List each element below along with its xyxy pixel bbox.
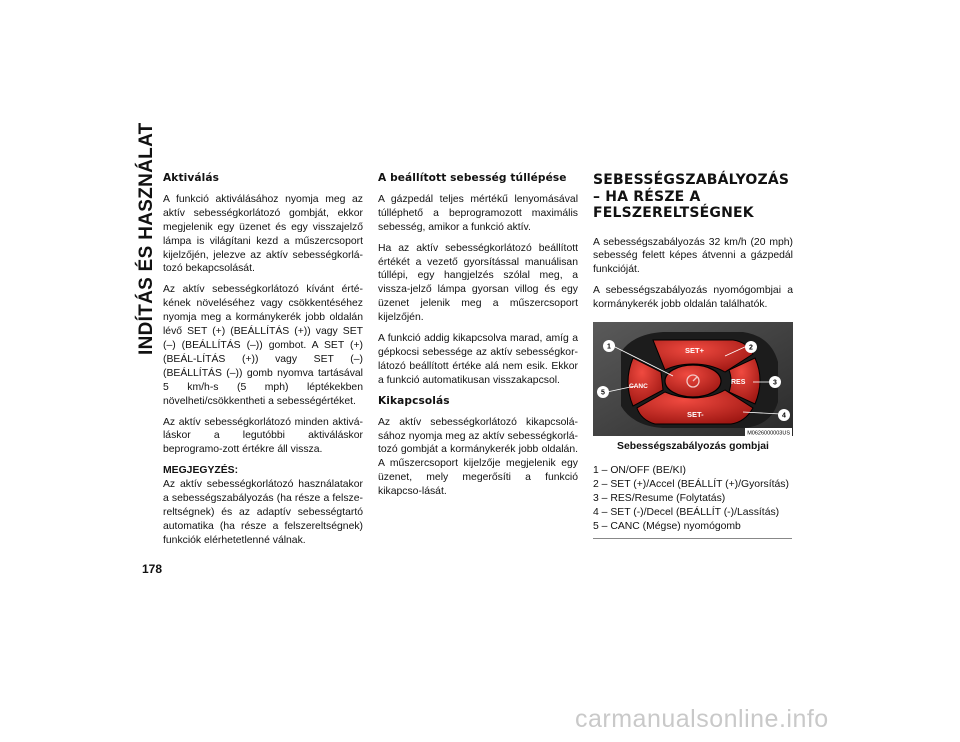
figure-caption: Sebességszabályozás gombjai <box>617 441 769 453</box>
paragraph: Az aktív sebességkorlátozó minden aktivá-láskor a legutóbbi aktiváláskor beprogramo-zott értékre áll vissza. <box>163 416 363 456</box>
res-label: RES <box>731 379 746 387</box>
note-title: MEGJEGYZÉS: <box>163 465 239 477</box>
callout-4-text: 4 <box>782 412 786 420</box>
callout-5-text: 5 <box>601 389 605 397</box>
paragraph: A gázpedál teljes mértékű lenyomásával túlléphető a beprogramozott maximális sebesség, amikor a funkció aktív. <box>378 193 578 233</box>
canc-label: CANC <box>629 383 648 391</box>
callout-2-text: 2 <box>749 344 753 352</box>
section-side-title <box>134 122 160 355</box>
paragraph: A sebességszabályozás nyomógombjai a kormánykerék jobb oldalán találhatók. <box>593 285 793 311</box>
figure-code: M0626000003US <box>747 430 790 437</box>
paragraph: Az aktív sebességkorlátozó kívánt érté-kének növeléséhez vagy csökkentéséhez nyomja meg a kormánykerék jobb oldalán lévő SET (+) (BEÁLLÍTÁS (+)) vagy SET (–) (BEÁLLÍTÁS (–)) gombot. A SET (+) (BEÁL-LÍTÁS (+)) vagy SET (–) (BEÁLLÍTÁS (–)) gomb nyomva tartásával 5 km/h-s (5 mph) léptékekben növelheti/csökkentheti a sebességértéket. <box>163 284 363 407</box>
paragraph: A funkció aktiválásához nyomja meg az aktív sebességkorlátozó gombját, ekkor megjelenik egy üzenet és egy visszajelző lámpa is világítani kezd a műszercsoport kijelzőjén, jelezve az aktív sebességkorlá-tozó bekapcsolását. <box>163 193 363 275</box>
legend-item: 5 – CANC (Mégse) nyomógomb <box>593 520 741 532</box>
callout-1-text: 1 <box>607 343 611 351</box>
heading-deactivation: Kikapcsolás <box>378 394 450 407</box>
paragraph: Ha az aktív sebességkorlátozó beállított értékét a vezető gyorsítással manuálisan túllépi, egy hangjelzés szólal meg, a vissza-jelző lámpa gyorsan villog és egy üzenet jelenik meg a műszercsoport kijelzőjén. <box>378 242 578 324</box>
side-title-text: INDÍTÁS ÉS HASZNÁLAT <box>136 122 157 355</box>
note-text: Az aktív sebességkorlátozó használatakor a sebességszabályozás (ha része a felsze-reltségnek) és az adaptív sebességtartó automatika (ha része a felszereltségnek) funkciók elérhetetlenné válnak. <box>163 479 363 546</box>
watermark: carmanualsonline.info <box>575 705 829 733</box>
callout-3-text: 3 <box>773 379 777 387</box>
column-1 <box>163 172 363 555</box>
heading-activation: Aktiválás <box>163 172 219 184</box>
paragraph: Az aktív sebességkorlátozó kikapcsolá-sához nyomja meg az aktív sebességkorlá-tozó gombját a kormánykerék jobb oldalán. A műszercsoport kijelzője megjelenik egy üzenet, mely megerősíti a funkció kikapcso-lását. <box>378 416 578 498</box>
paragraph: A sebességszabályozás 32 km/h (20 mph) sebesség felett képes átvenni a gázpedál funkcióját. <box>593 236 793 276</box>
legend-item: 3 – RES/Resume (Folytatás) <box>593 492 726 504</box>
column-3 <box>593 172 793 539</box>
heading-exceed-speed: A beállított sebesség túllépése <box>378 172 567 184</box>
cruise-control-buttons-figure <box>593 322 793 436</box>
set-minus-label: SET- <box>687 410 704 420</box>
set-plus-label: SET+ <box>685 346 704 356</box>
button-legend <box>593 464 792 539</box>
steering-buttons-illustration <box>593 322 793 436</box>
legend-item: 1 – ON/OFF (BE/KI) <box>593 464 686 476</box>
column-2 <box>378 172 578 506</box>
page-number: 178 <box>142 562 163 576</box>
section-heading: SEBESSÉGSZABÁLYOZÁS – HA RÉSZE A FELSZERELTSÉGNEK <box>593 172 790 221</box>
paragraph: A funkció addig kikapcsolva marad, amíg a gépkocsi sebessége az aktív sebességkor-látozó beállított értéke alá nem esik. Ekkor a funkció automatikusan visszakapcsol. <box>378 333 578 386</box>
legend-item: 4 – SET (-)/Decel (BEÁLLÍT (-)/Lassítás) <box>593 506 780 518</box>
legend-item: 2 – SET (+)/Accel (BEÁLLÍT (+)/Gyorsítás) <box>593 478 789 490</box>
